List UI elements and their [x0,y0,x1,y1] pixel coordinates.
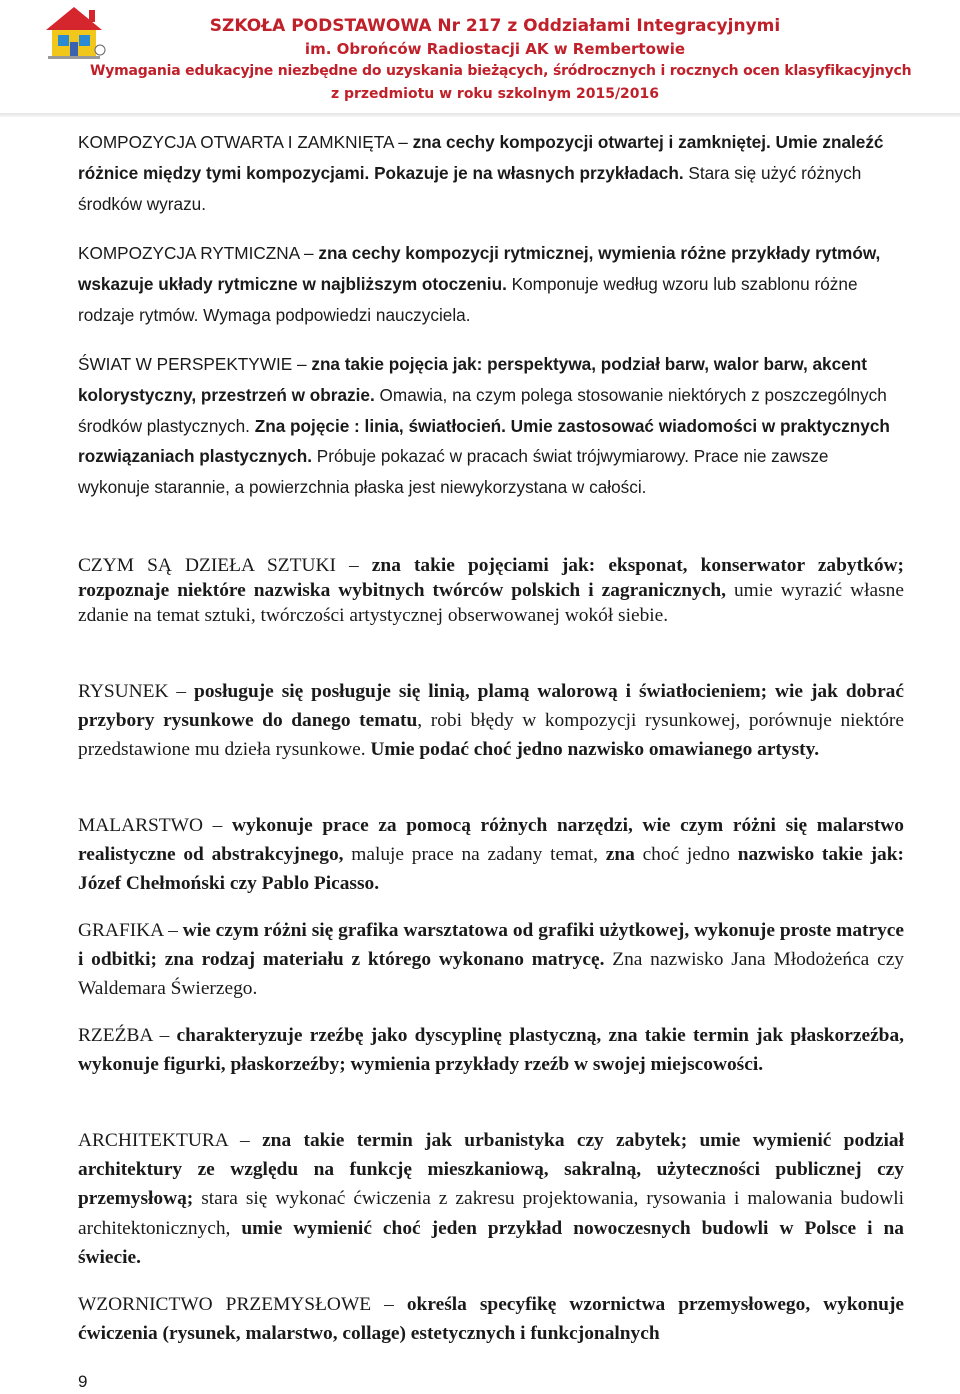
section-text: , robi błędy w kompozycji rysunkowej, porównuje niektóre przedstawione mu dzieła rysunkowe. [78,710,904,761]
section-text: określa specyfikę wzornictwa przemysłowego, wykonuje ćwiczenia (rysunek, malarstwo, collage) estetycznych i funkcjonalnych [78,1294,905,1345]
section-rzezba [78,1021,904,1079]
school-year: z przedmiotu w roku szkolnym 2015/2016 [330,86,660,102]
section-rysunek [78,677,904,765]
section-swiat-w-perspektywie [78,349,904,503]
section-heading: WZORNICTWO PRZEMYSŁOWE – [78,1294,407,1315]
section-text: stara się wykonać ćwiczenia z zakresu projektowania, rysowania i malowania budowli architektonicznych, [78,1188,904,1239]
school-name: SZKOŁA PODSTAWOWA Nr 217 z Oddziałami Integracyjnymi [209,16,781,36]
section-czym-sa-dziela-sztuki [78,554,904,628]
section-text: Zna nazwisko Jana Młodożeńca czy Waldemara Świerzego. [78,949,904,1000]
header-divider [0,113,960,117]
section-text: umie wymienić choć jeden przykład nowoczesnych budowli w Polsce i na świecie. [78,1217,904,1268]
section-text: zna [605,844,635,866]
page-number: 9 [78,1372,88,1391]
school-patron: im. Obrońców Radiostacji AK w Rembertowie [304,40,686,58]
section-kompozycja-otwarta [78,127,904,219]
section-text: nazwisko takie jak: Józef Chełmoński czy Pablo Picasso. [78,844,904,895]
section-text: Omawia, na czym polega stosowanie niektórych z poszczególnych środków plastycznych. [78,384,887,436]
section-text: posługuje się posługuje się linią, plamą walorową i światłocieniem; wie jak dobrać przybory rysunkowe do danego tematu [78,681,904,732]
section-heading: ŚWIAT W PERSPEKTYWIE – [78,354,312,374]
section-text: wie czym różni się grafika warsztatowa od grafiki użytkowej, wykonuje proste matryce i odbitki; zna rodzaj materiału z którego wykonano matrycę. [78,920,904,971]
section-text: zna takie pojęcia jak: perspektywa, podział barw, walor barw, akcent kolorystyczny, przestrzeń w obrazie. [78,354,867,405]
section-text: maluje prace na zadany temat, [343,844,606,866]
document-title: Wymagania edukacyjne niezbędne do uzyskania bieżących, śródrocznych i rocznych ocen klasyfikacyjnych [90,63,912,79]
section-text: Zna pojęcie : linia, światłocień. Umie zastosować wiadomości w praktycznych rozwiązaniach plastycznych. [78,415,890,467]
section-heading: CZYM SĄ DZIEŁA SZTUKI – [78,555,372,576]
section-heading: RZEŹBA – [78,1025,177,1046]
section-text: choć jedno [634,844,738,866]
section-text: Komponuje według wzoru lub szablonu różne rodzaje rytmów. Wymaga podpowiedzi nauczyciela. [78,273,858,325]
section-text: zna cechy kompozycji otwartej i zamkniętej. Umie znaleźć różnice między tymi kompozycjami. Pokazuje je na własnych przykładach. [78,132,884,183]
section-text: charakteryzuje rzeźbę jako dyscyplinę plastyczną, zna takie termin jak płaskorzeźba, wykonuje figurki, płaskorzeźby; wymienia przykłady rzeźb w swojej miejscowości. [78,1025,904,1076]
section-heading: RYSUNEK – [78,681,195,702]
section-text: zna takie termin jak urbanistyka czy zabytek; umie wymienić podział architektury ze względu na funkcję mieszkaniową, sakralną, użyteczności publicznej czy przemysłową; [78,1130,904,1210]
section-text: umie wyrazić własne zdanie na temat sztuki, twórczości artystycznej obserwowanej wokół siebie. [78,579,904,626]
page-header [0,0,960,118]
section-heading: GRAFIKA – [78,920,183,941]
section-text: zna takie pojęciami jak: eksponat, konserwator zabytków; rozpoznaje niektóre nazwiska wybitnych twórców polskich i zagranicznych, [78,555,904,601]
section-text: Próbuje pokazać w pracach świat trójwymiarowy. Prace nie zawsze wykonuje starannie, a powierzchnia płaska jest niewykorzystana w całości. [78,446,829,498]
section-kompozycja-rytmiczna [78,238,904,330]
section-text: wykonuje prace za pomocą różnych narzędzi, wie czym różni się malarstwo realistyczne od abstrakcyjnego, [78,815,904,866]
section-heading: ARCHITEKTURA – [78,1130,263,1151]
section-text: Stara się użyć różnych środków wyrazu. [78,162,862,214]
section-text: Umie podać choć jedno nazwisko omawianego artysty. [370,739,820,761]
section-heading: MALARSTWO – [78,815,232,836]
section-text: zna cechy kompozycji rytmicznej, wymienia różne przykłady rytmów, wskazuje układy rytmiczne w najbliższym otoczeniu. [78,243,881,294]
section-heading: KOMPOZYCJA RYTMICZNA – [78,243,319,263]
section-wzornictwo [78,1290,904,1348]
section-heading: KOMPOZYCJA OTWARTA I ZAMKNIĘTA – [78,132,413,152]
section-grafika [78,916,904,1004]
section-architektura [78,1126,904,1272]
section-malarstwo [78,811,904,899]
